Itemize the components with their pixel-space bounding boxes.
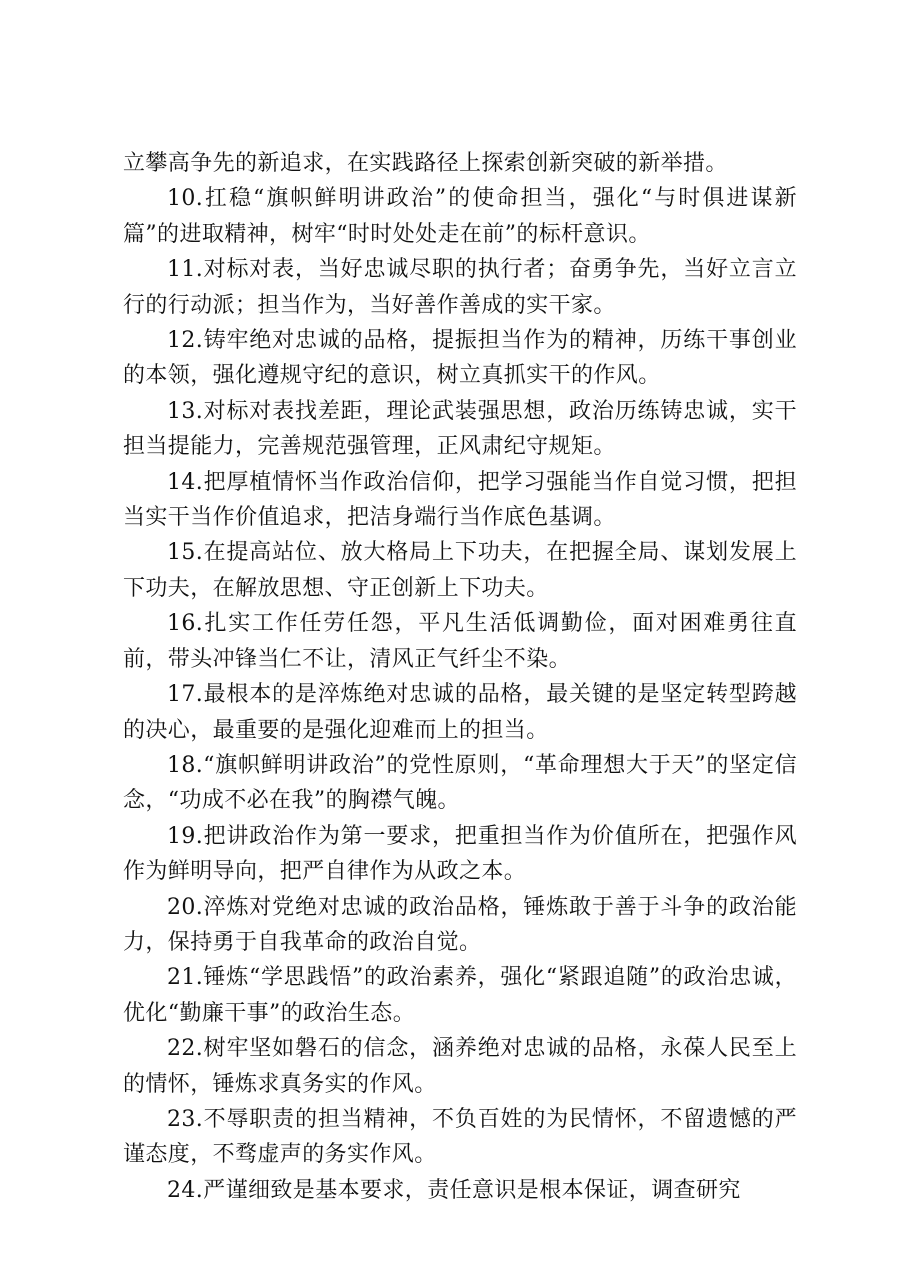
paragraph-21: 21.锤炼“学思践悟”的政治素养，强化“紧跟追随”的政治忠诚，优化“勤廉干事”的政治生态。: [123, 965, 797, 1026]
paragraph-12: 12.铸牢绝对忠诚的品格，提振担当作为的精神，历练干事创业的本领，强化遵规守纪的意识，树立真抓实干的作风。: [123, 328, 797, 389]
paragraph-20: 20.淬炼对党绝对忠诚的政治品格，锤炼敢于善于斗争的政治能力，保持勇于自我革命的政治自觉。: [123, 894, 797, 955]
paragraph-17: 17.最根本的是淬炼绝对忠诚的品格，最关键的是坚定转型跨越的决心，最重要的是强化迎难而上的担当。: [123, 682, 797, 743]
paragraph-24: 24.严谨细致是基本要求，责任意识是根本保证，调查研究: [167, 1177, 741, 1203]
paragraph-18: 18.“旗帜鲜明讲政治”的党性原则，“革命理想大于天”的坚定信念，“功成不必在我”的胸襟气魄。: [123, 752, 797, 814]
paragraph-22: 22.树牢坚如磐石的信念，涵养绝对忠诚的品格，永葆人民至上的情怀，锤炼求真务实的作风。: [123, 1036, 797, 1097]
paragraph-23: 23.不辱职责的担当精神，不负百姓的为民情怀，不留遗憾的严谨态度，不骛虚声的务实作风。: [123, 1106, 797, 1168]
paragraph-14: 14.把厚植情怀当作政治信仰，把学习强能当作自觉习惯，把担当实干当作价值追求，把洁身端行当作底色基调。: [123, 469, 797, 531]
paragraph-13: 13.对标对表找差距，理论武装强思想，政治历练铸忠诚，实干担当提能力，完善规范强管理，正风肃纪守规矩。: [123, 398, 797, 460]
paragraph-15: 15.在提高站位、放大格局上下功夫，在把握全局、谋划发展上下功夫，在解放思想、守正创新上下功夫。: [123, 540, 797, 601]
document-body: [123, 146, 797, 1208]
paragraph-16: 16.扎实工作任劳任怨，平凡生活低调勤俭，面对困难勇往直前，带头冲锋当仁不让，清风正气纤尘不染。: [123, 611, 797, 672]
paragraph-10: 10.扛稳“旗帜鲜明讲政治”的使命担当，强化“与时俱进谋新篇”的进取精神，树牢“时时处处走在前”的标杆意识。: [123, 186, 797, 247]
paragraph-19: 19.把讲政治作为第一要求，把重担当作为价值所在，把强作风作为鲜明导向，把严自律作为从政之本。: [123, 823, 797, 885]
paragraph-continued: 立攀高争先的新追求，在实践路径上探索创新突破的新举措。: [123, 151, 728, 176]
paragraph-11: 11.对标对表，当好忠诚尽职的执行者；奋勇争先，当好立言立行的行动派；担当作为，当好善作善成的实干家。: [123, 257, 797, 318]
